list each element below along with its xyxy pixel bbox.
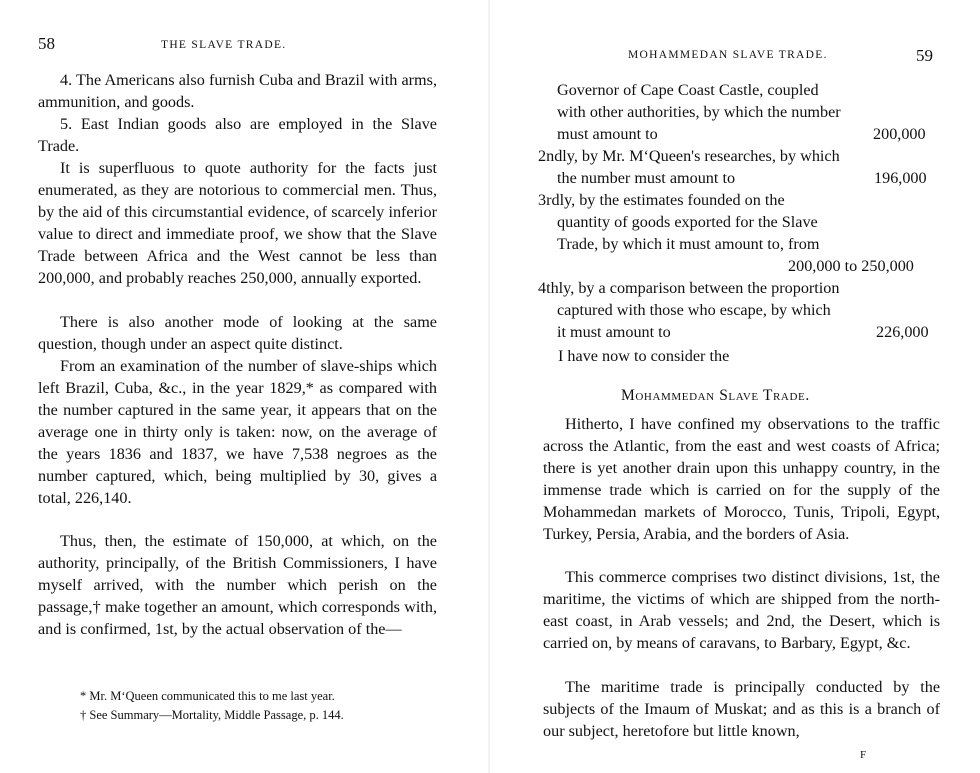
- paragraph: There is also another mode of looking at the same question, though under an aspect quite distinct.: [38, 313, 437, 353]
- paragraph: It is superfluous to quote authority for the facts just enumerated, as they are notorious to commercial men. Thus, by the aid of this circumstantial evidence, of scarcely inferior value to direct and immediate proof, we show that the Slave Trade between Africa and the West cannot be less than 200,000, and probably reaches 250,000, annually exported.: [38, 159, 437, 287]
- list-item-text: 2ndly, by Mr. M‘Queen's researches, by which the number must amount to: [538, 147, 840, 187]
- signature-mark: F: [860, 749, 867, 761]
- footnote: † See Summary—Mortality, Middle Passage, p. 144.: [80, 708, 344, 722]
- running-head-right: MOHAMMEDAN SLAVE TRADE.: [628, 49, 828, 61]
- list-amount: 226,000: [876, 323, 929, 341]
- list-item: [538, 277, 841, 343]
- paragraph: The maritime trade is principally conducted by the subjects of the Imaum of Muskat; and as this is a branch of our subject, heretofore but little known,: [543, 678, 940, 740]
- paragraph: This commerce comprises two distinct divisions, 1st, the maritime, the victims of which are shipped from the north-east coast, in Arab vessels; and 2nd, the Desert, which is carried on, by means of caravans, to Barbary, Egypt, &c.: [543, 568, 940, 652]
- paragraph: 4. The Americans also furnish Cuba and Brazil with arms, ammunition, and goods.: [38, 71, 437, 111]
- list-amount: 196,000: [874, 169, 927, 187]
- list-item: [538, 189, 841, 255]
- footnote: * Mr. M‘Queen communicated this to me last year.: [80, 689, 335, 703]
- list-amount: 200,000: [873, 125, 926, 143]
- list-item: [538, 145, 841, 189]
- transition-text: I have now to consider the: [558, 347, 730, 365]
- paragraph: Thus, then, the estimate of 150,000, at which, on the authority, principally, of the British Commissioners, I have myself arrived, with the number which perish on the passage,† make together an amount, which corresponds with, and is confirmed, 1st, by the actual observation of the—: [38, 532, 437, 638]
- page-number-right: 59: [916, 46, 933, 65]
- section-title: Mohammedan Slave Trade.: [621, 387, 810, 404]
- list-amount: 200,000 to 250,000: [788, 257, 914, 275]
- paragraph: 5. East Indian goods also are employed in the Slave Trade.: [38, 115, 437, 155]
- right-page: [490, 0, 980, 773]
- running-head-left: THE SLAVE TRADE.: [161, 39, 287, 51]
- paragraph: From an examination of the number of slave-ships which left Brazil, Cuba, &c., in the year 1829,* as compared with the number captured in the same year, it appears that on the average one in thirty only is taken: now, on the average of the years 1836 and 1837, we have 7,538 negroes as the number captured, which, being multiplied by 30, gives a total, 226,140.: [38, 357, 437, 507]
- paragraph: Hitherto, I have confined my observations to the traffic across the Atlantic, from the east and west coasts of Africa; there is yet another drain upon this unhappy country, in the immense trade which is carried on for the supply of the Mohammedan markets of Morocco, Tunis, Tripoli, Egypt, Turkey, Persia, Arabia, and the borders of Asia.: [543, 415, 940, 543]
- list-item: Governor of Cape Coast Castle, coupled with other authorities, by which the number must amount to: [557, 81, 841, 143]
- list-item-text: 4thly, by a comparison between the proportion captured with those who escape, by which it must amount to: [538, 279, 840, 341]
- list-item-text: 3rdly, by the estimates founded on the quantity of goods exported for the Slave Trade, by which it must amount to, from: [538, 191, 820, 253]
- page-number-left: 58: [38, 34, 55, 53]
